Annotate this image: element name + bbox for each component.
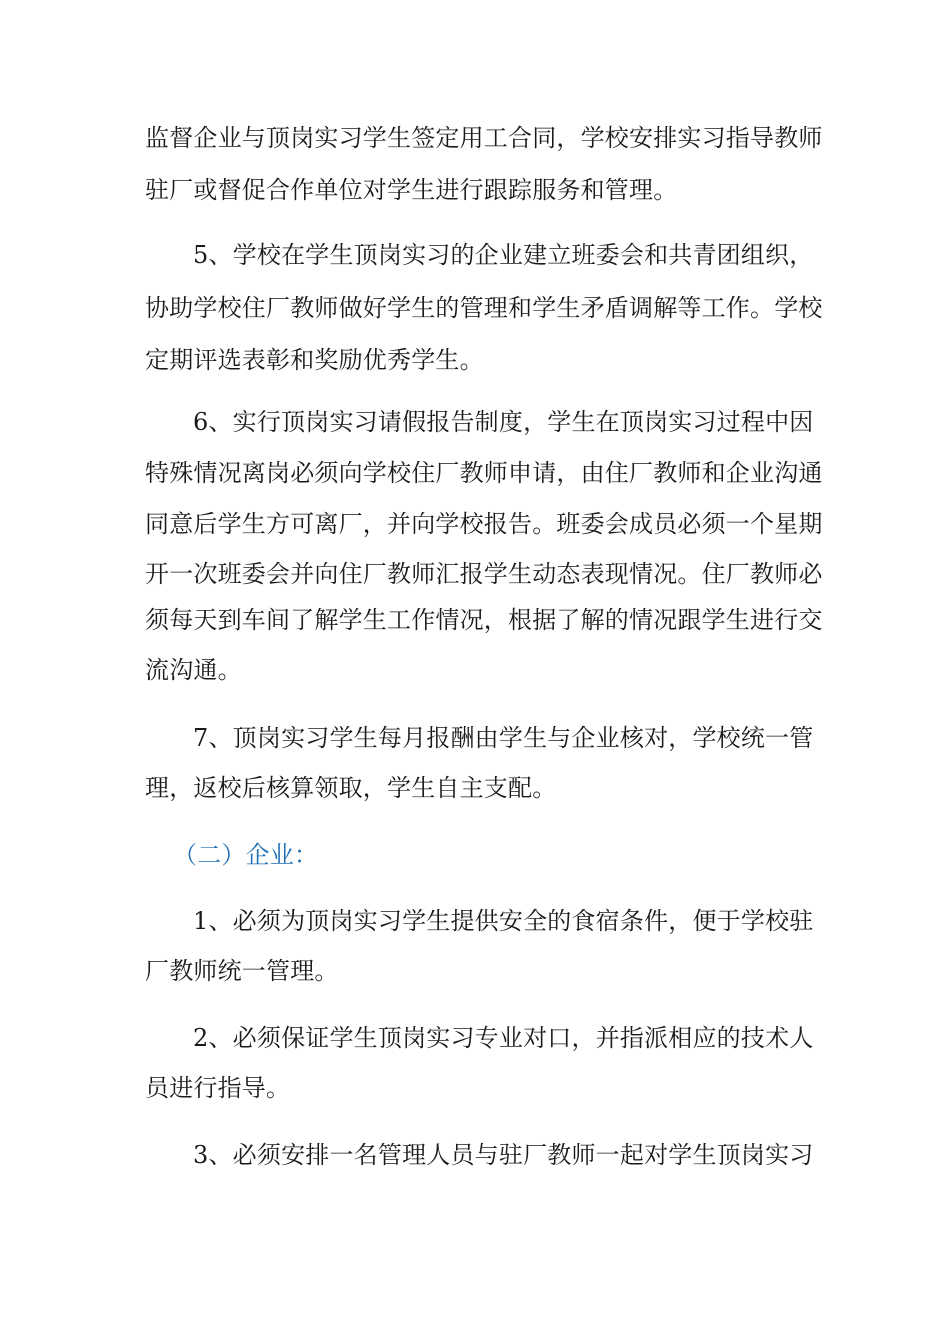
paragraph-line: 开一次班委会并向住厂教师汇报学生动态表现情况。住厂教师必 — [145, 560, 823, 588]
paragraph-line: 协助学校住厂教师做好学生的管理和学生矛盾调解等工作。学校 — [145, 294, 823, 322]
paragraph-line: 须每天到车间了解学生工作情况，根据了解的情况跟学生进行交 — [145, 606, 823, 634]
paragraph-line: 流沟通。 — [145, 656, 242, 684]
paragraph-line: 厂教师统一管理。 — [145, 957, 339, 985]
paragraph-line: 3、必须安排一名管理人员与驻厂教师一起对学生顶岗实习 — [193, 1141, 814, 1169]
paragraph-line: 理，返校后核算领取，学生自主支配。 — [145, 774, 557, 802]
paragraph-line: 6、实行顶岗实习请假报告制度，学生在顶岗实习过程中因 — [193, 408, 814, 436]
paragraph-line: 5、学校在学生顶岗实习的企业建立班委会和共青团组织， — [193, 241, 814, 269]
paragraph-line: 同意后学生方可离厂，并向学校报告。班委会成员必须一个星期 — [145, 510, 823, 538]
paragraph-line: 定期评选表彰和奖励优秀学生。 — [145, 346, 484, 374]
paragraph-line: 1、必须为顶岗实习学生提供安全的食宿条件，便于学校驻 — [193, 907, 814, 935]
paragraph-line: 驻厂或督促合作单位对学生进行跟踪服务和管理。 — [145, 176, 678, 204]
paragraph-line: 员进行指导。 — [145, 1074, 291, 1102]
paragraph-line: 监督企业与顶岗实习学生签定用工合同，学校安排实习指导教师 — [145, 124, 823, 152]
section-heading: （二）企业： — [173, 841, 319, 869]
paragraph-line: 特殊情况离岗必须向学校住厂教师申请，由住厂教师和企业沟通 — [145, 459, 823, 487]
paragraph-line: 7、顶岗实习学生每月报酬由学生与企业核对，学校统一管 — [193, 724, 814, 752]
paragraph-line: 2、必须保证学生顶岗实习专业对口，并指派相应的技术人 — [193, 1024, 814, 1052]
